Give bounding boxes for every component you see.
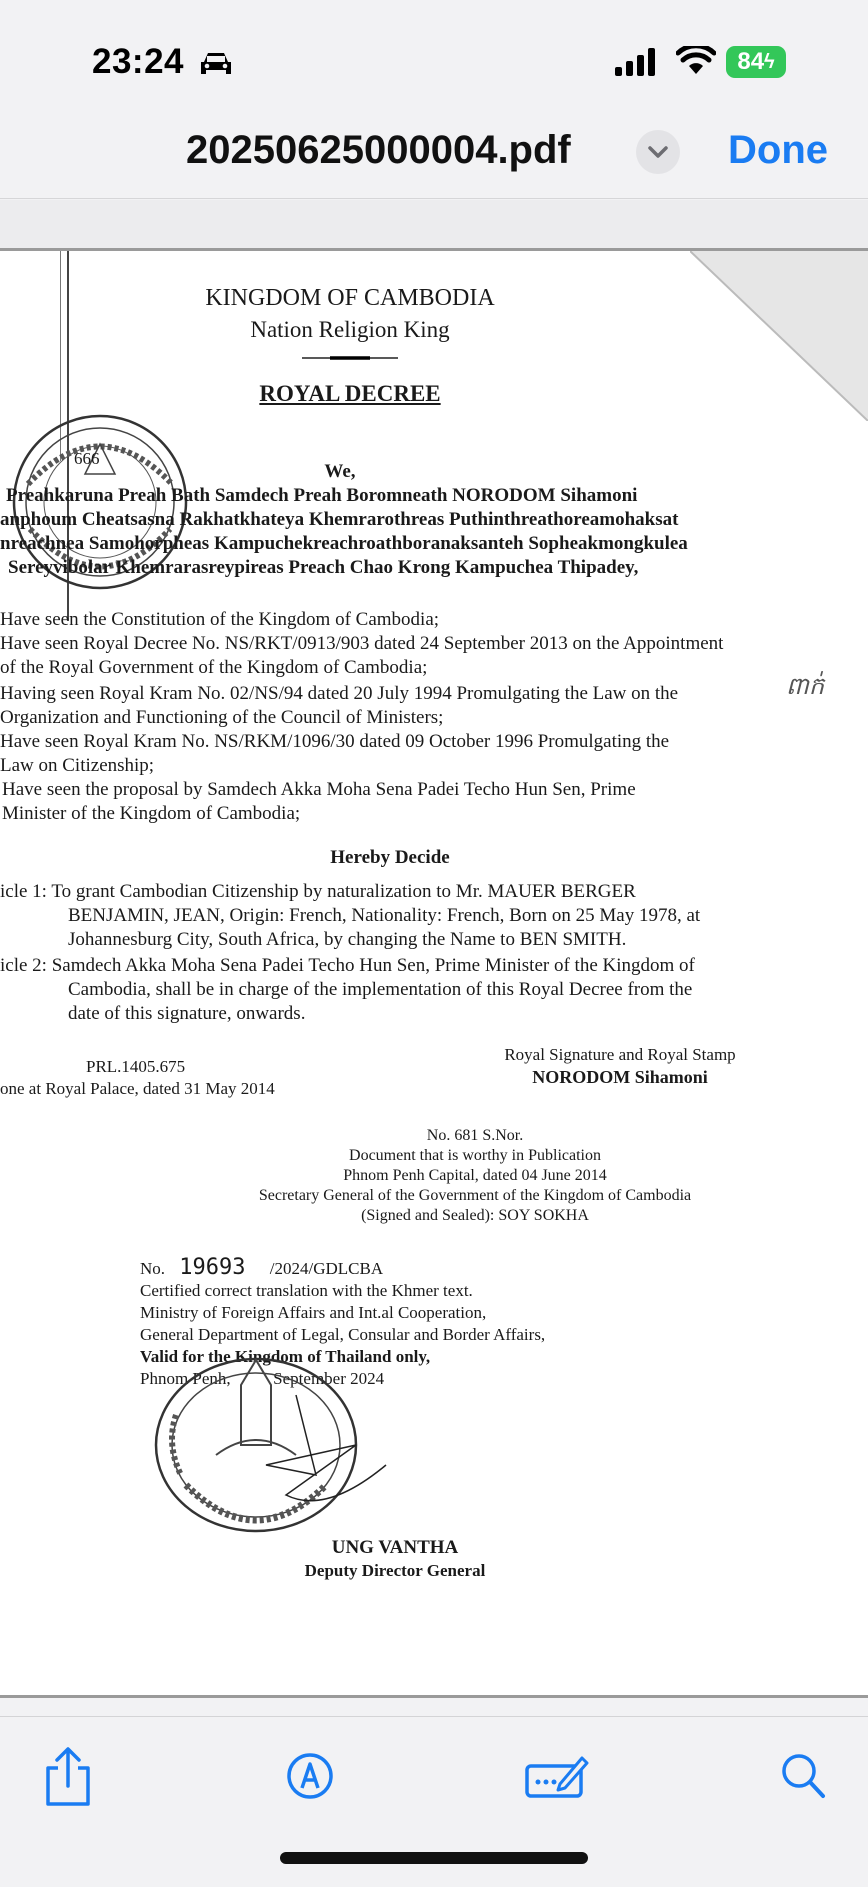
share-icon[interactable]: [42, 1746, 94, 1808]
decide-heading: Hereby Decide: [330, 847, 450, 868]
royal-signature-label: Royal Signature and Royal Stamp: [504, 1045, 736, 1064]
cellular-signal-icon: [615, 48, 659, 76]
cert-number-suffix: /2024/GDLCBA: [269, 1259, 384, 1278]
seen-line: Minister of the Kingdom of Cambodia;: [2, 803, 301, 824]
seen-line: Have seen Royal Kram No. NS/RKM/1096/30 dated 09 October 1996 Promulgating the: [0, 731, 670, 752]
ministry-seal: [146, 1355, 396, 1545]
done-button[interactable]: Done: [728, 128, 828, 172]
home-indicator[interactable]: [280, 1852, 588, 1864]
article-2-line: icle 2: Samdech Akka Moha Sena Padei Techo Hun Sen, Prime Minister of the Kingdom of: [0, 955, 695, 976]
seen-line: Have seen the Constitution of the Kingdom of Cambodia;: [0, 609, 440, 630]
search-icon[interactable]: [780, 1752, 826, 1800]
article-1-line: Johannesburg City, South Africa, by changing the Name to BEN SMITH.: [68, 929, 627, 950]
status-time: 23:24: [92, 42, 185, 81]
seen-line: Have seen Royal Decree No. NS/RKT/0913/903 dated 24 September 2013 on the Appointment: [0, 633, 724, 654]
divider: [300, 353, 400, 363]
cert-number-line: [140, 1255, 383, 1280]
seen-line: Having seen Royal Kram No. 02/NS/94 dated 20 July 1994 Promulgating the Law on the: [0, 683, 679, 704]
king-line: Sereyvibolar Khemrarasreypireas Preach Chao Krong Kampuchea Thipadey,: [8, 557, 639, 578]
seen-line: Organization and Functioning of the Council of Ministers;: [0, 707, 444, 728]
margin-handwriting: ពាក់: [786, 674, 825, 700]
car-icon: [198, 50, 234, 78]
folded-corner: [690, 251, 868, 421]
cert-line: Certified correct translation with the Khmer text.: [140, 1281, 473, 1300]
decree-title: ROYAL DECREE: [259, 381, 441, 406]
king-line: anphoum Cheatsasna Rakhatkhateya Khemrarothreas Puthinthreathoreamohaksat: [0, 509, 679, 530]
seal-number: 666: [74, 449, 100, 468]
cert-line: Phnom Penh, September 2024: [140, 1369, 385, 1388]
cert-line: Valid for the Kingdom of Thailand only,: [140, 1347, 431, 1366]
cert-number-prefix: No.: [140, 1259, 166, 1278]
chevron-down-icon: [647, 145, 669, 159]
signature-icon[interactable]: [524, 1752, 590, 1800]
seen-line: of the Royal Government of the Kingdom of Cambodia;: [0, 657, 428, 678]
status-bar: [0, 0, 868, 120]
publication-line: Document that is worthy in Publication: [349, 1147, 601, 1164]
publication-line: No. 681 S.Nor.: [426, 1127, 524, 1144]
prl-number: PRL.1405.675: [86, 1057, 186, 1076]
royal-name: NORODOM Sihamoni: [532, 1067, 708, 1087]
done-at-line: one at Royal Palace, dated 31 May 2014: [0, 1079, 275, 1098]
signer-name: UNG VANTHA: [331, 1537, 459, 1558]
markup-pen-icon[interactable]: [286, 1752, 334, 1800]
cert-line: General Department of Legal, Consular and Border Affairs,: [140, 1325, 546, 1344]
article-2-line: Cambodia, shall be in charge of the implementation of this Royal Decree from the: [68, 979, 693, 1000]
title-menu-button[interactable]: [636, 130, 680, 174]
publication-line: (Signed and Sealed): SOY SOKHA: [361, 1207, 589, 1224]
cert-number-handwritten: 19693: [179, 1255, 246, 1280]
publication-line: Phnom Penh Capital, dated 04 June 2014: [343, 1167, 607, 1184]
wifi-icon: [676, 46, 716, 76]
article-2-line: date of this signature, onwards.: [68, 1003, 306, 1024]
cert-line: Ministry of Foreign Affairs and Int.al Cooperation,: [140, 1303, 487, 1322]
we-line: We,: [324, 461, 356, 482]
publication-line: Secretary General of the Government of the Kingdom of Cambodia: [258, 1187, 692, 1204]
battery-level: 84: [737, 48, 765, 75]
article-1-line: icle 1: To grant Cambodian Citizenship by naturalization to Mr. MAUER BERGER: [0, 881, 636, 902]
kingdom-heading: KINGDOM OF CAMBODIA: [205, 285, 495, 311]
king-line: nreachnea Samohorpheas Kampuchekreachroathboranaksanteh Sopheakmongkulea: [0, 533, 688, 554]
document-title[interactable]: 20250625000004.pdf: [186, 128, 571, 172]
signer-title: Deputy Director General: [304, 1561, 486, 1580]
pdf-page[interactable]: [0, 248, 868, 1698]
motto-heading: Nation Religion King: [250, 317, 450, 342]
seen-line: Law on Citizenship;: [0, 755, 155, 776]
king-line: Preahkaruna Preah Bath Samdech Preah Boromneath NORODOM Sihamoni: [6, 485, 638, 506]
seen-line: Have seen the proposal by Samdech Akka Moha Sena Padei Techo Hun Sen, Prime: [2, 779, 636, 800]
page-gutter: [0, 200, 868, 248]
article-1-line: BENJAMIN, JEAN, Origin: French, Nationality: French, Born on 25 May 1978, at: [68, 905, 701, 926]
battery-indicator: 84 ϟ: [726, 46, 786, 78]
